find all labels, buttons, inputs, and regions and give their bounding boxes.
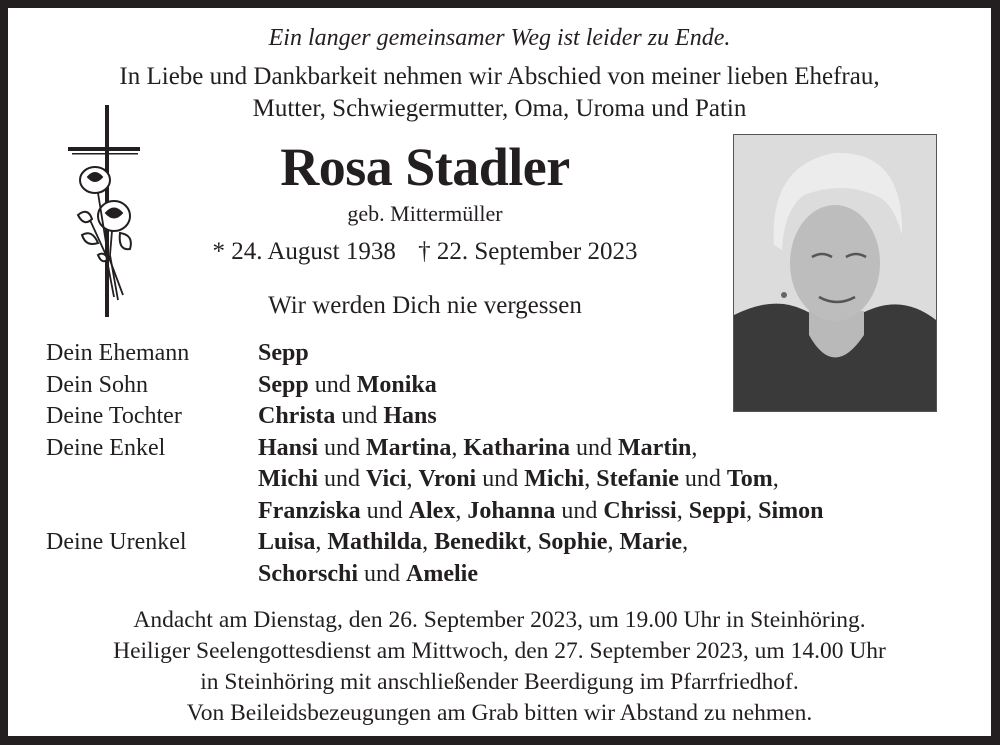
family-row	[46, 496, 823, 528]
relative-names: Franziska und Alex, Johanna und Chrissi, Seppi, Simon	[258, 497, 824, 524]
relation-label: Deine Urenkel	[46, 529, 187, 555]
deceased-name: Rosa Stadler	[280, 137, 570, 197]
intro-line-1: In Liebe und Dankbarkeit nehmen wir Abschied von meiner lieben Ehefrau,	[119, 63, 880, 90]
death-symbol: †	[418, 238, 431, 265]
maiden-name: geb. Mittermüller	[347, 201, 503, 226]
intro-line-2: Mutter, Schwiegermutter, Oma, Uroma und Patin	[252, 95, 747, 122]
relation-label: Deine Tochter	[46, 403, 182, 429]
birth-symbol: *	[212, 238, 225, 265]
relative-names: Sepp und Monika	[258, 371, 437, 398]
relative-names: Hansi und Martina, Katharina und Martin,	[258, 434, 698, 461]
relative-names: Sepp	[258, 340, 309, 366]
relation-label: Dein Ehemann	[46, 340, 190, 366]
relation-label	[46, 496, 258, 528]
obituary-notice	[8, 8, 991, 736]
family-row	[46, 401, 823, 433]
birth-date: 24. August 1938	[231, 238, 396, 265]
service-line-2: Heiliger Seelengottesdienst am Mittwoch, den 27. September 2023, um 14.00 Uhr	[113, 638, 886, 664]
relation-label: Deine Enkel	[46, 434, 166, 461]
relation-label	[46, 559, 258, 591]
relation-label	[46, 464, 258, 496]
family-row	[46, 527, 823, 559]
relative-names: Schorschi und Amelie	[258, 560, 478, 587]
service-info	[8, 605, 991, 729]
motto: Ein langer gemeinsamer Weg ist leider zu Ende.	[268, 25, 731, 51]
family-row	[46, 559, 823, 591]
family-row	[46, 464, 823, 496]
life-dates	[178, 238, 672, 266]
family-row	[46, 370, 823, 402]
service-line-1: Andacht am Dienstag, den 26. September 2023, um 19.00 Uhr in Steinhöring.	[133, 607, 866, 633]
service-line-4: Von Beileidsbezeugungen am Grab bitten wir Abstand zu nehmen.	[186, 700, 813, 726]
family-list	[46, 338, 823, 590]
relation-label: Dein Sohn	[46, 371, 148, 398]
family-row	[46, 433, 823, 465]
farewell-text: Wir werden Dich nie vergessen	[268, 292, 582, 319]
relative-names: Luisa, Mathilda, Benedikt, Sophie, Marie,	[258, 529, 689, 555]
relative-names: Christa und Hans	[258, 403, 437, 429]
cross-with-roses-icon	[68, 105, 148, 317]
service-line-3: in Steinhöring mit anschließender Beerdigung im Pfarrfriedhof.	[200, 669, 799, 695]
relative-names: Michi und Vici, Vroni und Michi, Stefanie und Tom,	[258, 466, 779, 492]
family-row	[46, 338, 823, 370]
death-date: 22. September 2023	[436, 238, 638, 265]
